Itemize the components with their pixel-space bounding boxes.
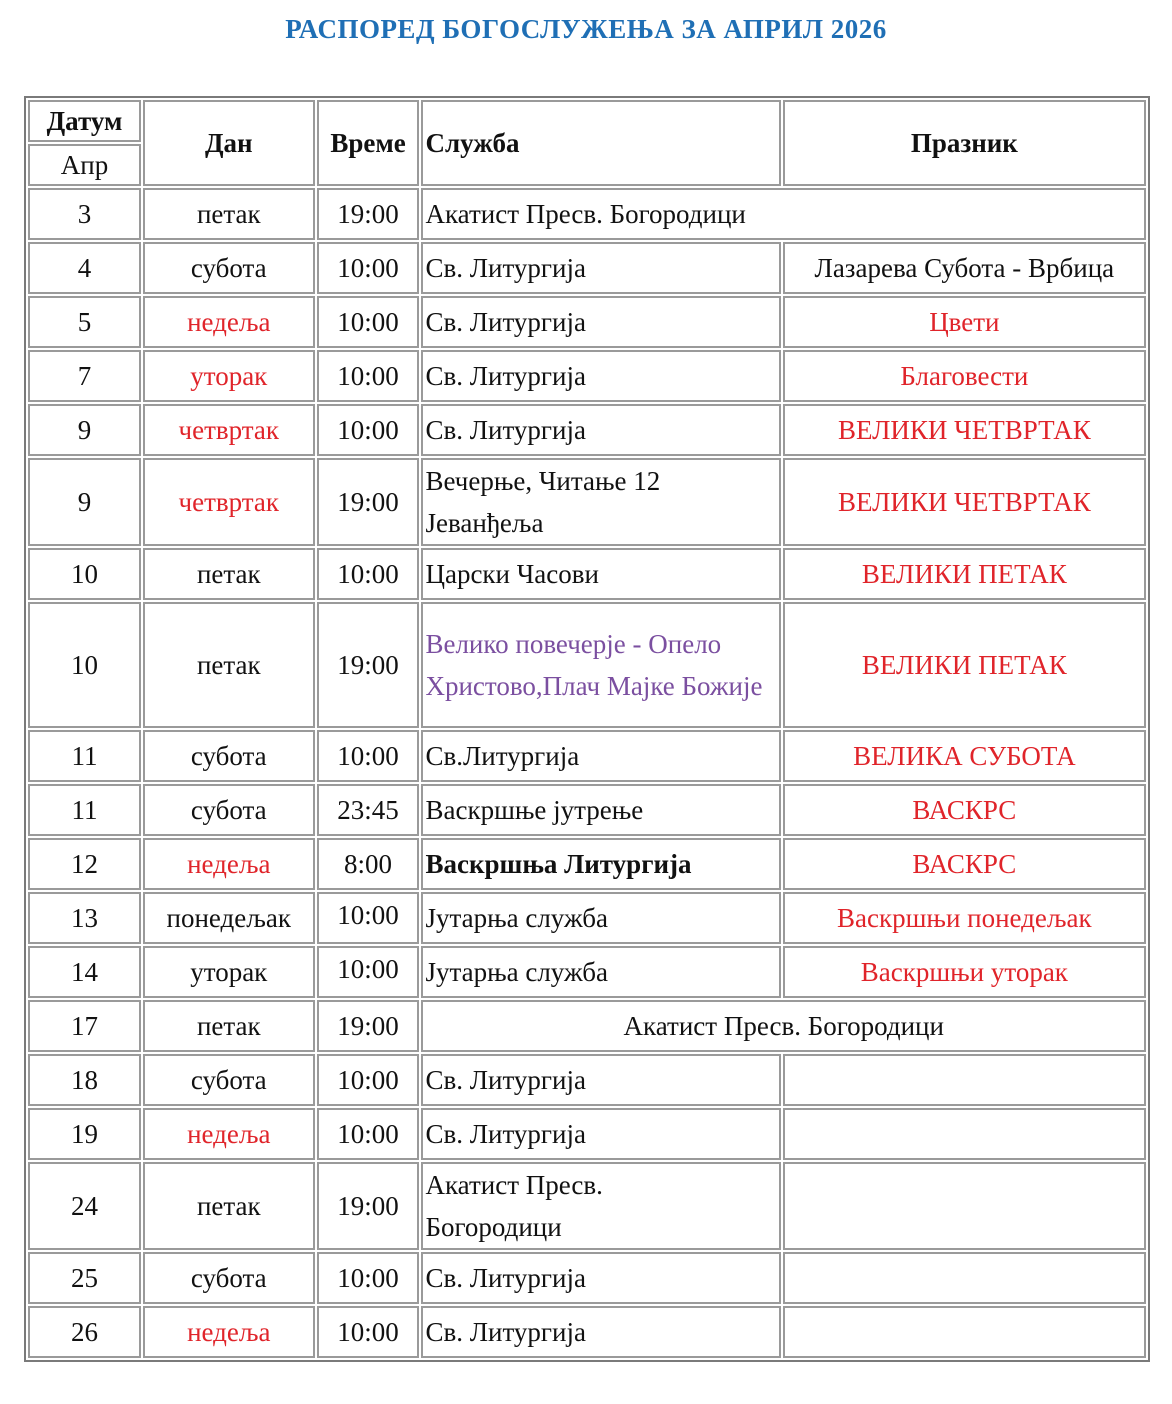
day-cell: недеља <box>143 1108 315 1160</box>
date-cell: 10 <box>28 602 141 728</box>
table-row <box>28 838 1146 890</box>
day-cell: четвртак <box>143 404 315 456</box>
date-cell: 10 <box>28 548 141 600</box>
day-cell: субота <box>143 784 315 836</box>
time-cell: 10:00 <box>317 1252 420 1304</box>
day-cell: четвртак <box>143 458 315 546</box>
day-cell: уторак <box>143 350 315 402</box>
table-row <box>28 1108 1146 1160</box>
service-cell: Св. Литургија <box>421 1108 780 1160</box>
day-cell: недеља <box>143 838 315 890</box>
time-cell: 10:00 <box>317 946 420 998</box>
service-cell: Акатист Пресв. Богородици <box>421 188 1146 240</box>
time-cell: 10:00 <box>317 1108 420 1160</box>
day-cell: петак <box>143 188 315 240</box>
feast-cell <box>783 1162 1146 1250</box>
feast-cell: Благовести <box>783 350 1146 402</box>
table-row <box>28 784 1146 836</box>
service-cell: Васкршње јутрење <box>421 784 780 836</box>
header-day: Дан <box>143 100 315 186</box>
feast-cell: Васкршњи понедељак <box>783 892 1146 944</box>
service-cell: Царски Часови <box>421 548 780 600</box>
table-row <box>28 548 1146 600</box>
table-row <box>28 1000 1146 1052</box>
page-title: РАСПОРЕД БОГОСЛУЖЕЊА ЗА АПРИЛ 2026 <box>285 14 887 44</box>
date-cell: 3 <box>28 188 141 240</box>
day-cell: субота <box>143 1252 315 1304</box>
header-month: Апр <box>28 144 141 186</box>
feast-cell: Цвети <box>783 296 1146 348</box>
day-cell: понедељак <box>143 892 315 944</box>
day-cell: петак <box>143 1162 315 1250</box>
time-cell: 19:00 <box>317 188 420 240</box>
table-row <box>28 350 1146 402</box>
time-cell: 10:00 <box>317 350 420 402</box>
day-cell: субота <box>143 1054 315 1106</box>
date-cell: 11 <box>28 784 141 836</box>
service-cell: Св. Литургија <box>421 1306 780 1358</box>
date-cell: 12 <box>28 838 141 890</box>
feast-cell: ВАСКРС <box>783 838 1146 890</box>
day-cell: недеља <box>143 1306 315 1358</box>
service-cell: Св. Литургија <box>421 1252 780 1304</box>
time-cell: 10:00 <box>317 548 420 600</box>
date-cell: 4 <box>28 242 141 294</box>
service-cell: Св. Литургија <box>421 350 780 402</box>
time-cell: 19:00 <box>317 1000 420 1052</box>
table-row <box>28 1162 1146 1250</box>
feast-cell: ВАСКРС <box>783 784 1146 836</box>
day-cell: недеља <box>143 296 315 348</box>
table-row <box>28 242 1146 294</box>
feast-cell: ВЕЛИКИ ЧЕТВРТАК <box>783 404 1146 456</box>
table-row <box>28 602 1146 728</box>
table-row <box>28 892 1146 944</box>
header-feast: Празник <box>783 100 1146 186</box>
date-cell: 14 <box>28 946 141 998</box>
service-cell: Св. Литургија <box>421 242 780 294</box>
day-cell: уторак <box>143 946 315 998</box>
date-cell: 9 <box>28 404 141 456</box>
header-date: Датум <box>28 100 141 142</box>
service-cell: Акатист Пресв. Богородици <box>421 1000 1146 1052</box>
feast-cell <box>783 1054 1146 1106</box>
time-cell: 10:00 <box>317 296 420 348</box>
date-cell: 19 <box>28 1108 141 1160</box>
day-cell: субота <box>143 730 315 782</box>
service-cell: Васкршња Литургија <box>421 838 780 890</box>
time-cell: 19:00 <box>317 1162 420 1250</box>
time-cell: 23:45 <box>317 784 420 836</box>
time-cell: 10:00 <box>317 404 420 456</box>
table-row <box>28 1306 1146 1358</box>
date-cell: 24 <box>28 1162 141 1250</box>
time-cell: 19:00 <box>317 458 420 546</box>
day-cell: петак <box>143 602 315 728</box>
time-cell: 10:00 <box>317 1306 420 1358</box>
service-cell: Јутарња служба <box>421 946 780 998</box>
feast-cell: ВЕЛИКИ ПЕТАК <box>783 548 1146 600</box>
date-cell: 18 <box>28 1054 141 1106</box>
table-row <box>28 946 1146 998</box>
date-cell: 7 <box>28 350 141 402</box>
table-row <box>28 404 1146 456</box>
service-cell: Акатист Пресв. Богородици <box>421 1162 780 1250</box>
time-cell: 19:00 <box>317 602 420 728</box>
date-cell: 5 <box>28 296 141 348</box>
date-cell: 25 <box>28 1252 141 1304</box>
time-cell: 8:00 <box>317 838 420 890</box>
feast-cell: Лазарева Субота - Врбица <box>783 242 1146 294</box>
time-cell: 10:00 <box>317 1054 420 1106</box>
service-cell: Св. Литургија <box>421 296 780 348</box>
header-service: Служба <box>421 100 780 186</box>
feast-cell: ВЕЛИКИ ПЕТАК <box>783 602 1146 728</box>
date-cell: 9 <box>28 458 141 546</box>
feast-cell: ВЕЛИКА СУБОТА <box>783 730 1146 782</box>
service-cell: Велико повечерје - Опело Христово,Плач Мајке Божије <box>421 602 780 728</box>
service-cell: Св.Литургија <box>421 730 780 782</box>
table-row <box>28 1054 1146 1106</box>
date-cell: 17 <box>28 1000 141 1052</box>
service-cell: Св. Литургија <box>421 1054 780 1106</box>
date-cell: 11 <box>28 730 141 782</box>
table-row <box>28 1252 1146 1304</box>
feast-cell: Васкршњи уторак <box>783 946 1146 998</box>
table-row <box>28 730 1146 782</box>
feast-cell <box>783 1306 1146 1358</box>
table-row <box>28 296 1146 348</box>
header-time: Време <box>317 100 420 186</box>
feast-cell: ВЕЛИКИ ЧЕТВРТАК <box>783 458 1146 546</box>
table-row <box>28 458 1146 546</box>
time-cell: 10:00 <box>317 242 420 294</box>
day-cell: петак <box>143 1000 315 1052</box>
service-cell: Вечерње, Читање 12 Јеванђеља <box>421 458 780 546</box>
time-cell: 10:00 <box>317 892 420 944</box>
date-cell: 13 <box>28 892 141 944</box>
service-cell: Јутарња служба <box>421 892 780 944</box>
table-row <box>28 188 1146 240</box>
time-cell: 10:00 <box>317 730 420 782</box>
day-cell: петак <box>143 548 315 600</box>
feast-cell <box>783 1252 1146 1304</box>
date-cell: 26 <box>28 1306 141 1358</box>
day-cell: субота <box>143 242 315 294</box>
feast-cell <box>783 1108 1146 1160</box>
service-cell: Св. Литургија <box>421 404 780 456</box>
schedule-table <box>24 96 1150 1362</box>
